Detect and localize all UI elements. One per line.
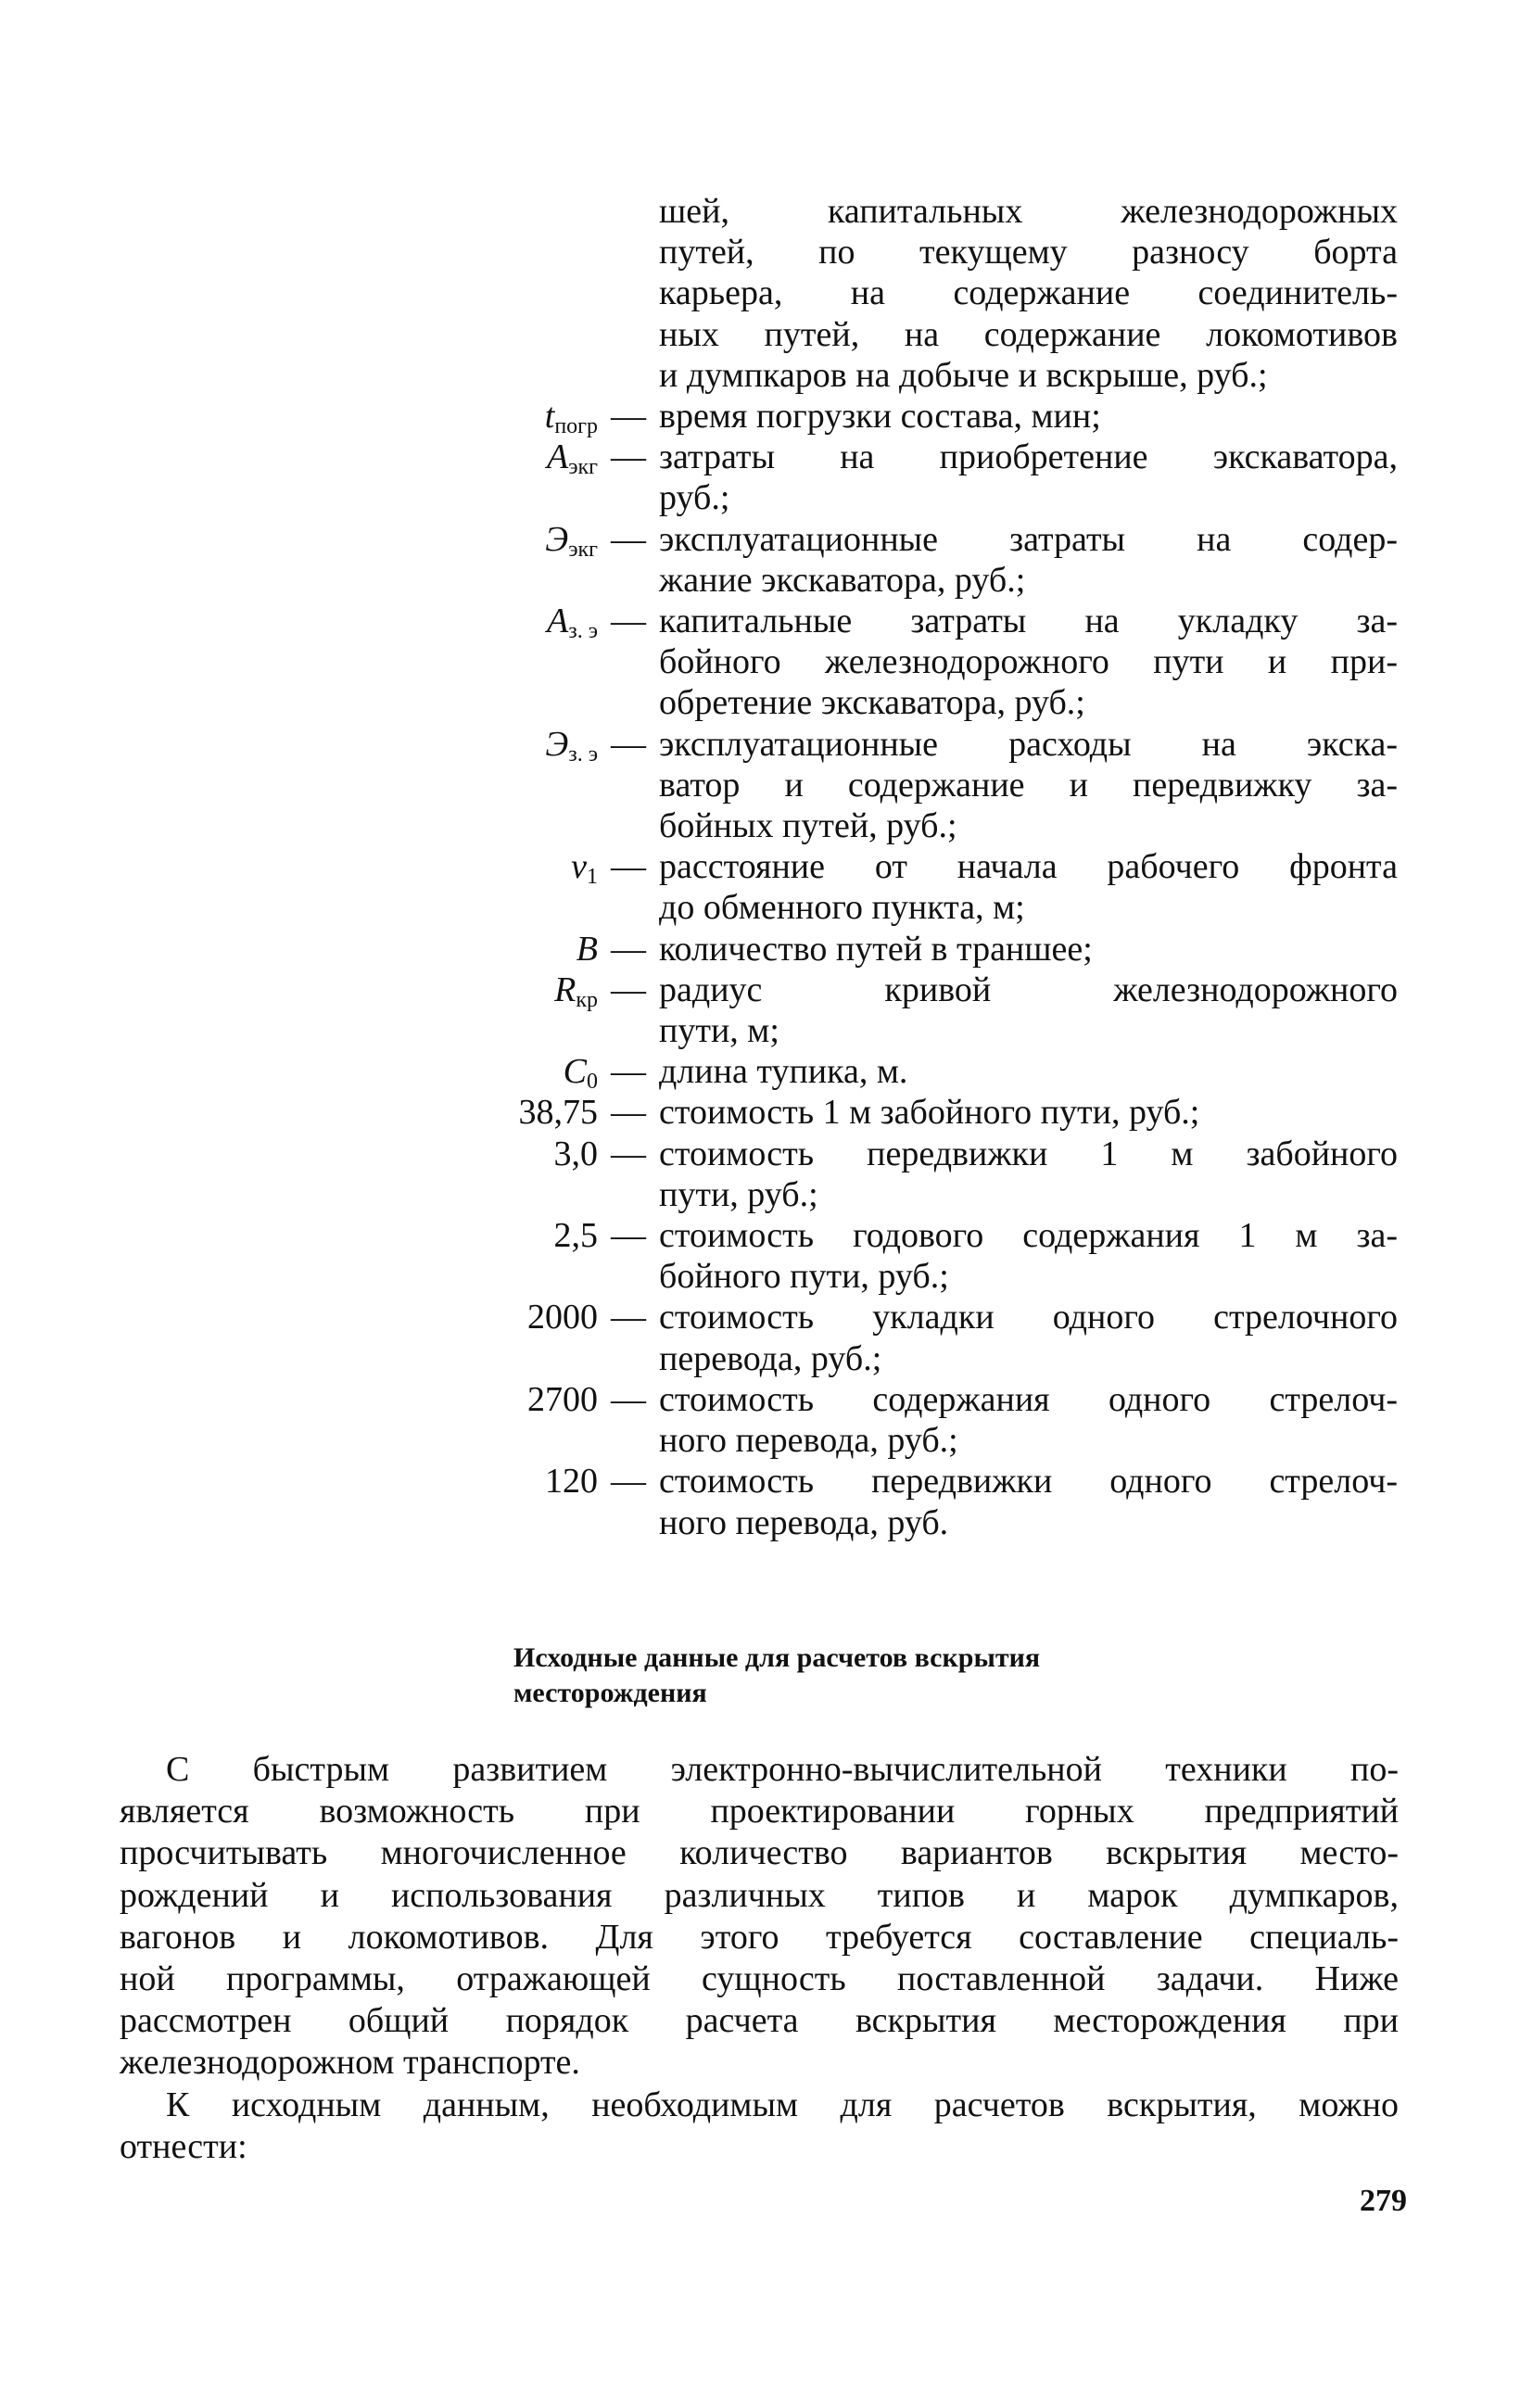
definition-dash: —	[611, 1379, 646, 1419]
definition-text-line: количество путей в траншее;	[659, 929, 1093, 969]
paragraph-line: рождений и использования различных типов и марок думпкаров,	[120, 1875, 1399, 1915]
definition-text-line: путей, по текущему разносу борта	[659, 233, 1398, 272]
symbol-base: Э	[545, 519, 569, 559]
definition-entry	[482, 396, 1400, 437]
definition-text-line: бойного пути, руб.;	[659, 1257, 949, 1297]
paragraph-line: является возможность при проектировании горных предприятий	[120, 1792, 1399, 1831]
definition-entry	[482, 519, 1400, 601]
definition-text-line: руб.;	[659, 478, 730, 518]
paragraph-line: вагонов и локомотивов. Для этого требуется составление специаль-	[120, 1917, 1399, 1957]
paragraph-line: ной программы, отражающей сущность поставленной задачи. Ниже	[120, 1959, 1399, 1999]
definition-symbol	[482, 437, 598, 480]
definition-dash: —	[611, 1093, 646, 1133]
symbol-base: 2000	[527, 1298, 598, 1337]
symbol-subscript: з. э	[568, 741, 598, 767]
definition-text-line: бойного железнодорожного пути и при-	[659, 642, 1398, 682]
definition-text-line: шей, капитальных железнодорожных	[659, 192, 1398, 231]
definition-text-line: ного перевода, руб.;	[659, 1421, 958, 1461]
paragraph-line: С быстрым развитием электронно-вычислительной техники по-	[166, 1750, 1399, 1789]
definition-text-line: затраты на приобретение экскаватора,	[659, 437, 1398, 477]
symbol-subscript: 1	[587, 865, 598, 890]
definition-text-line: стоимость передвижки 1 м забойного	[659, 1134, 1398, 1173]
definition-text-line: до обменного пункта, м;	[659, 888, 1025, 928]
paragraph-line: рассмотрен общий порядок расчета вскрытия месторождения при	[120, 2001, 1399, 2041]
definition-text	[659, 1092, 1398, 1133]
definition-text-line: пути, м;	[659, 1011, 779, 1051]
definition-text-line: ватор и содержание и передвижку за-	[659, 765, 1398, 805]
definition-entry	[482, 970, 1400, 1051]
symbol-base: 120	[545, 1462, 598, 1502]
definition-text-line: время погрузки состава, мин;	[659, 397, 1101, 437]
symbol-base: t	[544, 397, 555, 437]
symbol-base: 3,0	[553, 1134, 598, 1173]
definition-text-line: длина тупика, м.	[659, 1052, 908, 1092]
symbol-base: B	[576, 929, 598, 969]
definition-entry	[482, 601, 1400, 724]
definition-symbol	[482, 396, 598, 437]
definition-text	[659, 396, 1398, 437]
paragraph	[120, 2085, 1399, 2168]
definition-entry	[482, 437, 1400, 518]
definition-entry	[482, 191, 1400, 396]
symbol-definitions-list	[482, 191, 1400, 1543]
section-heading-line: месторождения	[513, 1678, 707, 1708]
definition-text	[659, 1051, 1398, 1092]
definition-dash: —	[611, 397, 646, 437]
definition-symbol	[482, 724, 598, 765]
definition-entry	[482, 1379, 1400, 1461]
definition-dash: —	[611, 1462, 646, 1502]
definition-symbol	[482, 1092, 598, 1133]
definition-text-line: стоимость содержания одного стрелоч-	[659, 1379, 1398, 1419]
definition-text	[659, 519, 1398, 601]
definition-dash: —	[611, 1216, 646, 1256]
paragraph-line: железнодорожном транспорте.	[120, 2043, 580, 2083]
definition-text-line: карьера, на содержание соединитель-	[659, 273, 1398, 313]
definition-entry	[482, 1461, 1400, 1542]
definition-text	[659, 1134, 1398, 1215]
definition-symbol	[482, 970, 598, 1010]
symbol-subscript: экг	[568, 455, 598, 480]
definition-text	[659, 437, 1398, 518]
definition-symbol	[482, 601, 598, 644]
definition-dash: —	[611, 437, 646, 477]
definition-symbol	[482, 519, 598, 560]
definition-text-line: ных путей, на содержание локомотивов	[659, 314, 1398, 354]
page-number: 279	[1360, 2184, 1407, 2218]
symbol-base: 38,75	[518, 1093, 598, 1133]
definition-entry	[482, 1051, 1400, 1095]
definition-symbol	[482, 846, 598, 890]
definition-symbol	[482, 1461, 598, 1502]
definition-text	[659, 1379, 1398, 1461]
definition-text-line: бойных путей, руб.;	[659, 806, 957, 846]
definition-text-line: эксплуатационные расходы на экска-	[659, 724, 1398, 764]
definition-text	[659, 846, 1398, 928]
definition-text-line: эксплуатационные затраты на содер-	[659, 519, 1398, 559]
definition-text-line: обретение экскаватора, руб.;	[659, 683, 1085, 723]
paragraph-line: К исходным данным, необходимым для расчетов вскрытия, можно	[166, 2085, 1399, 2124]
definition-text-line: пути, руб.;	[659, 1174, 818, 1214]
definition-entry	[482, 846, 1400, 928]
symbol-base: R	[554, 970, 576, 1009]
definition-text	[659, 929, 1398, 970]
definition-text-line: капитальные затраты на укладку за-	[659, 602, 1398, 641]
symbol-subscript: погр	[554, 414, 598, 439]
paragraph-line: просчитывать многочисленное количество вариантов вскрытия место-	[120, 1833, 1399, 1873]
definition-text	[659, 1461, 1398, 1542]
definition-text	[659, 1215, 1398, 1297]
definition-text	[659, 601, 1398, 724]
definition-dash: —	[611, 847, 646, 887]
symbol-base: 2700	[527, 1379, 598, 1419]
body-text	[120, 1749, 1399, 2168]
definition-entry	[482, 1092, 1400, 1133]
symbol-subscript: 0	[587, 1070, 598, 1095]
definition-dash: —	[611, 1052, 646, 1092]
definition-symbol	[482, 1051, 598, 1095]
definition-dash: —	[611, 602, 646, 641]
section-heading-line: Исходные данные для расчетов вскрытия	[513, 1642, 1041, 1673]
definition-text-line: радиус кривой железнодорожного	[659, 970, 1398, 1009]
definition-text-line: и думпкаров на добыче и вскрыше, руб.;	[659, 355, 1268, 395]
definition-text-line: расстояние от начала рабочего фронта	[659, 847, 1398, 887]
definition-entry	[482, 1297, 1400, 1378]
definition-text-line: стоимость годового содержания 1 м за-	[659, 1216, 1398, 1256]
paragraph-line: отнести:	[120, 2126, 247, 2166]
definition-entry	[482, 1215, 1400, 1297]
symbol-base: A	[546, 437, 569, 477]
symbol-subscript: з. э	[568, 619, 598, 644]
symbol-base: Э	[545, 724, 569, 764]
section-heading	[513, 1641, 1348, 1711]
definition-entry	[482, 929, 1400, 970]
definition-entry	[482, 1134, 1400, 1215]
definition-text-line: жание экскаватора, руб.;	[659, 560, 1026, 600]
definition-dash: —	[611, 519, 646, 559]
definition-text-line: стоимость укладки одного стрелочного	[659, 1298, 1398, 1337]
definition-symbol	[482, 1215, 598, 1256]
symbol-base: C	[563, 1052, 587, 1092]
definition-symbol	[482, 1297, 598, 1337]
definition-text-line: стоимость 1 м забойного пути, руб.;	[659, 1093, 1200, 1133]
definition-text	[659, 1297, 1398, 1378]
symbol-subscript: экг	[568, 537, 598, 562]
definition-entry	[482, 724, 1400, 847]
definition-text-line: ного перевода, руб.	[659, 1502, 949, 1542]
definition-symbol	[482, 929, 598, 970]
definition-dash: —	[611, 1298, 646, 1337]
symbol-base: A	[547, 602, 569, 641]
definition-dash: —	[611, 1134, 646, 1173]
definition-text-line: стоимость передвижки одного стрелоч-	[659, 1462, 1398, 1502]
definition-text-line: перевода, руб.;	[659, 1338, 882, 1378]
paragraph	[120, 1749, 1399, 2085]
symbol-subscript: кр	[576, 987, 598, 1012]
definition-dash: —	[611, 929, 646, 969]
symbol-base: ν	[571, 847, 587, 887]
definition-dash: —	[611, 970, 646, 1009]
definition-text	[659, 970, 1398, 1051]
definition-symbol	[482, 1379, 598, 1420]
definition-text	[659, 191, 1398, 396]
definition-text	[659, 724, 1398, 847]
definition-dash: —	[611, 724, 646, 764]
definition-symbol	[482, 1134, 598, 1174]
symbol-base: 2,5	[553, 1216, 598, 1256]
